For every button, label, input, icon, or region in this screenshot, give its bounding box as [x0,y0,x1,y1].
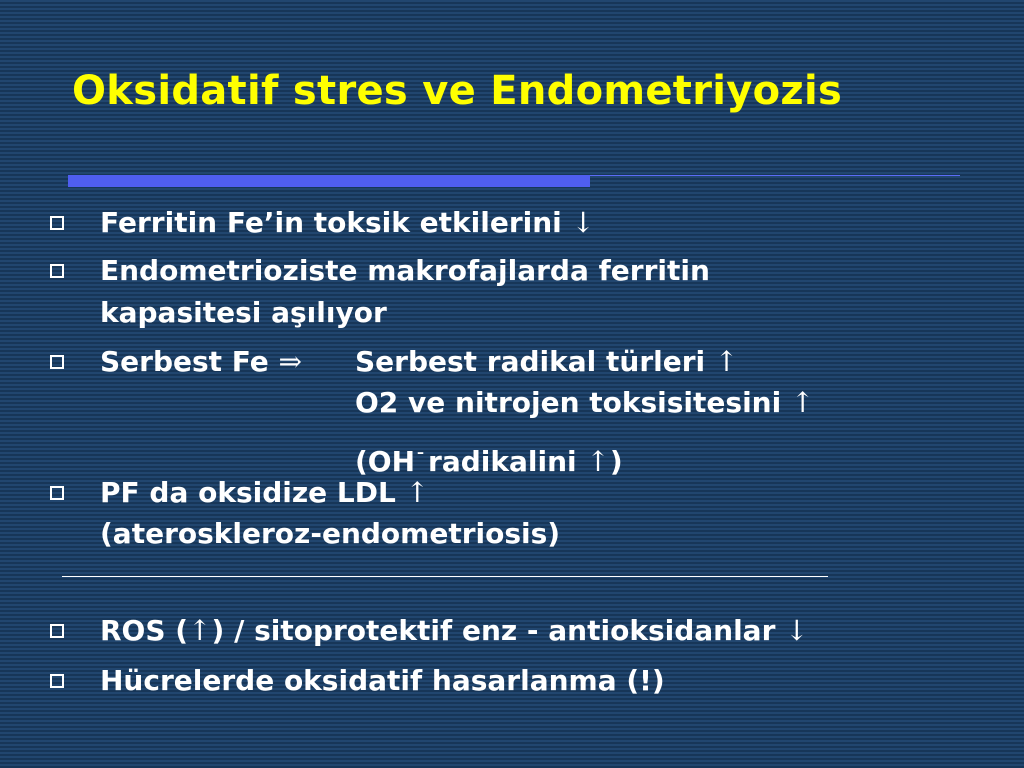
implies-arrow-icon: ⇒ [278,345,302,378]
bullet-item-5 [100,614,809,648]
title-underline-thin [590,175,960,176]
down-arrow-icon: ↓ [785,614,809,647]
up-arrow-icon: ↑ [405,476,430,509]
item-2-line-2: kapasitesi aşılıyor [100,296,387,329]
square-bullet-icon [50,486,64,500]
superscript-minus: – [417,445,425,461]
item-3-sub-3-pre: (OH [355,445,416,478]
up-arrow-icon: ↑ [188,614,212,647]
slide-title: Oksidatif stres ve Endometriyozis [72,68,843,114]
item-3-text: Serbest Fe [100,345,269,378]
item-5-mid: ) / sitoprotektif enz - antioksidanlar [211,614,776,647]
down-arrow-icon: ↓ [571,206,595,239]
section-divider [62,576,828,577]
up-arrow-icon: ↑ [586,445,610,478]
bullet-item-1 [100,206,595,240]
item-3-sub-2-text: O2 ve nitrojen toksisitesini [355,386,782,419]
up-arrow-icon: ↑ [714,345,739,378]
item-4-line-1 [100,476,429,510]
bullet-item-6: Hücrelerde oksidatif hasarlanma (!) [100,664,665,697]
item-1-text: Ferritin Fe’in toksik etkilerini [100,206,562,239]
item-5-pre: ROS ( [100,614,189,647]
item-4-line-2: (ateroskleroz-endometriosis) [100,517,561,550]
up-arrow-icon: ↑ [790,386,815,419]
title-underline-thick [68,175,590,187]
square-bullet-icon [50,216,64,230]
item-3-sub-1-text: Serbest radikal türleri [355,345,706,378]
item-4-text: PF da oksidize LDL [100,476,396,509]
item-3-sub-2 [355,386,814,420]
square-bullet-icon [50,355,64,369]
item-3-sub-3 [355,436,623,479]
item-3-sub-3-mid: radikalini [428,445,577,478]
item-3-sub-3-post: ) [609,445,623,478]
square-bullet-icon [50,624,64,638]
item-3-sub-1 [355,345,738,379]
item-3-line-1 [100,345,302,379]
square-bullet-icon [50,674,64,688]
item-2-line-1: Endometrioziste makrofajlarda ferritin [100,254,710,287]
square-bullet-icon [50,264,64,278]
